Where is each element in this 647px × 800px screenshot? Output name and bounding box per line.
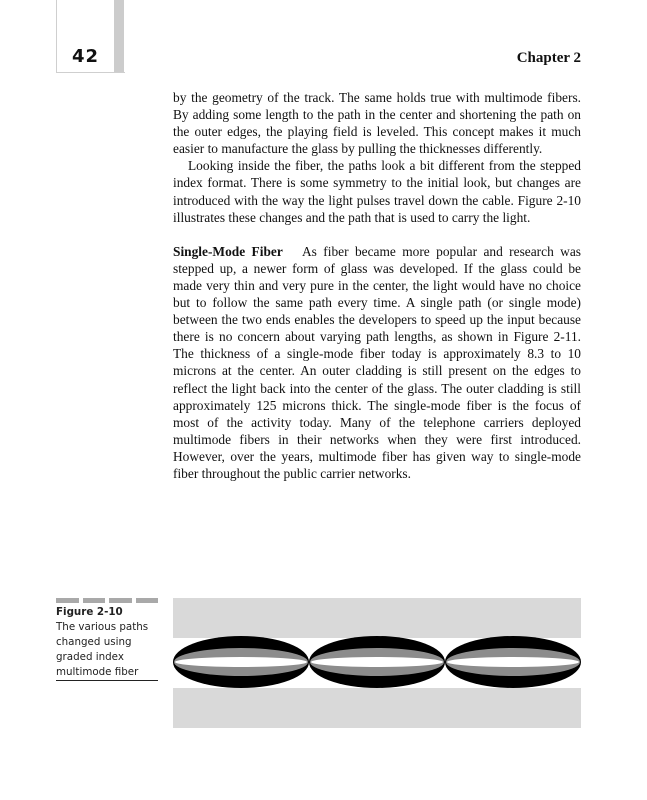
chapter-heading: Chapter 2 (516, 50, 581, 66)
figure-dash-rule (56, 598, 158, 603)
figure-label: Figure 2-10 (56, 606, 123, 618)
paragraph-3-text: As fiber became more popular and research was stepped up, a newer form of glass was developed. If the glass could be made very thin and very pure in the center, the light would have no choice but to follow the same path every time. A single path (or single mode) between the two ends enables the developers to speed up the input because there is no concern about varying path lengths, as shown in Figure 2-11. The thickness of a single-mode fiber today is approximately 8.3 to 10 microns at the center. An outer cladding is still present on the edges to reflect the light back into the center of the glass. The outer cladding is still approximately 125 microns thick. The single-mode fiber is the focus of most of the activity today. Many of the telephone carriers deployed multimode fibers in their networks when they were first introduced. However, over the years, multimode fiber has given way to single-mode fiber throughout the public carrier networks. (173, 243, 582, 481)
paragraph-3 (173, 243, 581, 482)
light-path-segment-3 (445, 636, 581, 688)
graded-index-fiber-diagram (173, 598, 581, 730)
page-number-bar (114, 0, 124, 72)
body-text (173, 89, 581, 482)
light-path-segment-2 (309, 636, 445, 688)
paragraph-2: Looking inside the fiber, the paths look a bit different from the stepped index format. There is some symmetry to the initial look, but changes are introduced with the way the light pulses travel down the cable. Figure 2-10 illustrates these changes and the path that is used to carry the light. (173, 158, 581, 225)
cladding-bottom (173, 688, 581, 728)
light-path-segment-1 (173, 636, 309, 688)
paragraph-1: by the geometry of the track. The same holds true with multimode fibers. By adding some length to the path in the center and shortening the path on the outer edges, the playing field is leveled. This concept makes it much easier to manufacture the glass by pulling the thicknesses differently. (173, 90, 581, 157)
cladding-top (173, 598, 581, 638)
figure-caption (56, 605, 158, 680)
section-heading: Single-Mode Fiber (173, 243, 283, 259)
figure-caption-rule (56, 680, 158, 681)
page-number: 42 (72, 46, 100, 67)
figure-caption-text: The various paths changed using graded index multimode fiber (56, 621, 149, 678)
